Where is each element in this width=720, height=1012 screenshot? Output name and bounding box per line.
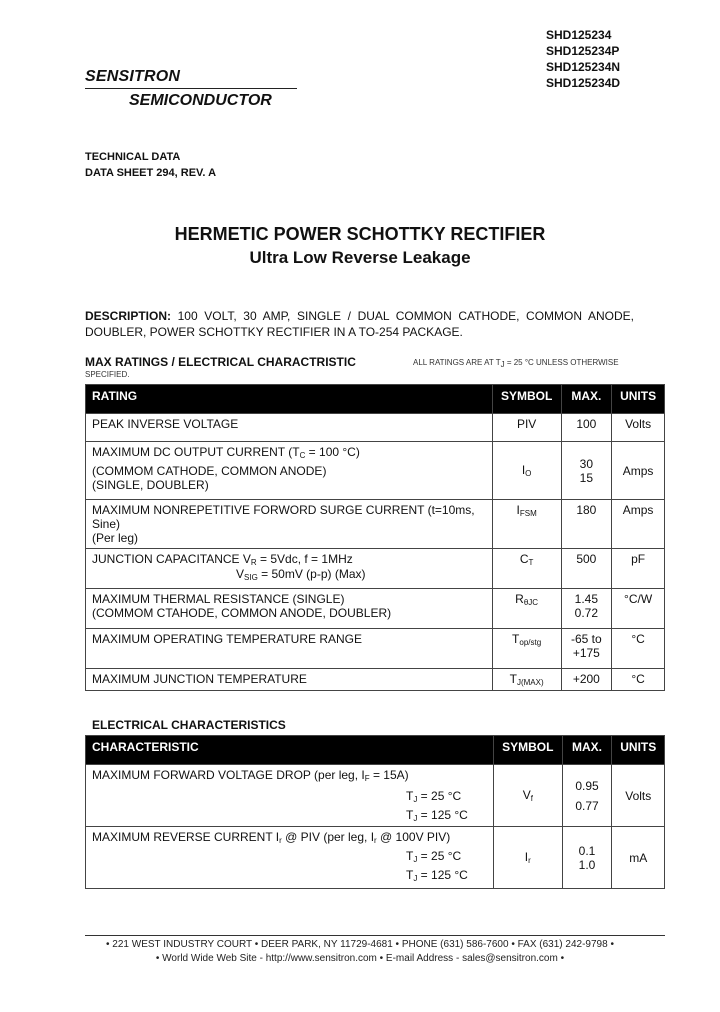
page-subtitle: Ultra Low Reverse Leakage <box>249 248 471 267</box>
description-text: 100 VOLT, 30 AMP, SINGLE / DUAL COMMON CATHODE, COMMON ANODE, DOUBLER, POWER SCHOTTKY RECTIFIER IN A TO-254 PACKAGE. <box>85 309 634 339</box>
company-name-line2: SEMICONDUCTOR <box>129 92 272 109</box>
units-cell: pF <box>612 549 665 589</box>
max-cell: 500 <box>561 549 612 589</box>
symbol-cell: PIV <box>492 414 561 442</box>
table-header-row <box>86 736 665 765</box>
max-cell: -65 to +175 <box>561 629 612 669</box>
max-cell: 30 15 <box>561 442 612 500</box>
page-title: HERMETIC POWER SCHOTTKY RECTIFIER <box>174 224 546 244</box>
symbol-cell: $C_T$ <box>492 549 561 589</box>
logo-divider <box>85 88 297 89</box>
part-number-list <box>546 27 620 91</box>
rating-cell: MAXIMUM OPERATING TEMPERATURE RANGE <box>86 629 493 669</box>
symbol-cell: $T_{J(MAX)}$ <box>492 669 561 691</box>
header-units: UNITS <box>612 385 665 414</box>
ratings-note: ALL RATINGS ARE AT TJ = 25 °C UNLESS OTHERWISE <box>413 358 619 369</box>
part-number: SHD125234P <box>546 44 620 58</box>
max-cell: 0.1 1.0 <box>562 827 612 889</box>
table-row <box>86 549 665 589</box>
table-row <box>86 414 665 442</box>
part-number: SHD125234N <box>546 60 621 74</box>
symbol-cell: $R_{\theta JC}$ <box>492 589 561 629</box>
symbol-cell: $I_O$ <box>492 442 561 500</box>
table-header-row <box>86 385 665 414</box>
max-ratings-table <box>85 384 665 691</box>
footer-web-email: • World Wide Web Site - http://www.sensitron.com • E-mail Address - sales@sensitron.com • <box>155 953 565 964</box>
table-row <box>86 629 665 669</box>
characteristic-cell: MAXIMUM REVERSE CURRENT $I_r$ @ PIV (per leg, $I_r$ @ 100V PIV) $T_J = 25$ °C $T_J = 125$ °C <box>86 827 494 889</box>
units-cell: Amps <box>612 442 665 500</box>
symbol-cell: $V_f$ <box>494 765 562 827</box>
units-cell: Amps <box>612 500 665 549</box>
max-cell: 1.45 0.72 <box>561 589 612 629</box>
datasheet-revision: DATA SHEET 294, REV. A <box>85 167 217 179</box>
units-cell: °C/W <box>612 589 665 629</box>
header-units: UNITS <box>612 736 665 765</box>
electrical-characteristics-heading: ELECTRICAL CHARACTERISTICS <box>92 718 286 732</box>
header-symbol: SYMBOL <box>492 385 561 414</box>
table-row <box>86 669 665 691</box>
max-cell: 180 <box>561 500 612 549</box>
max-cell: 0.95 0.77 <box>562 765 612 827</box>
header-characteristic: CHARACTERISTIC <box>86 736 494 765</box>
table-row <box>86 500 665 549</box>
units-cell: Volts <box>612 414 665 442</box>
table-row <box>86 442 665 500</box>
symbol-cell: $I_r$ <box>494 827 562 889</box>
electrical-characteristics-table <box>85 735 665 889</box>
units-cell: °C <box>612 669 665 691</box>
description <box>85 308 634 340</box>
symbol-cell: $T_{op/stg}$ <box>492 629 561 669</box>
rating-cell: MAXIMUM NONREPETITIVE FORWORD SURGE CURRENT (t=10ms, Sine) (Per leg) <box>86 500 493 549</box>
footer-address: • 221 WEST INDUSTRY COURT • DEER PARK, NY 11729-4681 • PHONE (631) 586-7600 • FAX (631) 242-9798 • <box>106 939 614 950</box>
max-cell: +200 <box>561 669 612 691</box>
technical-data-label: TECHNICAL DATA <box>85 151 181 163</box>
units-cell: mA <box>612 827 665 889</box>
rating-cell: MAXIMUM THERMAL RESISTANCE (SINGLE) (COMMOM CTAHODE, COMMON ANODE, DOUBLER) <box>86 589 493 629</box>
table-row <box>86 589 665 629</box>
header-rating: RATING <box>86 385 493 414</box>
rating-cell: MAXIMUM DC OUTPUT CURRENT ($T_C = 100$ °C) (COMMOM CATHODE, COMMON ANODE) (SINGLE, DOUBLER) <box>86 442 493 500</box>
company-name-line1: SENSITRON <box>85 68 181 85</box>
header-symbol: SYMBOL <box>494 736 562 765</box>
rating-cell: JUNCTION CAPACITANCE $V_R = 5Vdc$, f = 1MHz $V_{SIG} = 50mV$ (p-p) (Max) <box>86 549 493 589</box>
part-number: SHD125234D <box>546 76 621 90</box>
max-ratings-heading: MAX RATINGS / ELECTRICAL CHARACTRISTIC <box>85 355 356 369</box>
part-number: SHD125234 <box>546 28 612 42</box>
rating-cell: MAXIMUM JUNCTION TEMPERATURE <box>86 669 493 691</box>
max-cell: 100 <box>561 414 612 442</box>
header-max: MAX. <box>562 736 612 765</box>
rating-cell: PEAK INVERSE VOLTAGE <box>86 414 493 442</box>
technical-data-block <box>85 149 216 181</box>
characteristic-cell: MAXIMUM FORWARD VOLTAGE DROP (per leg, $I_F = 15A$) $T_J = 25$ °C $T_J = 125$ °C <box>86 765 494 827</box>
header-max: MAX. <box>561 385 612 414</box>
table-row <box>86 827 665 889</box>
description-label: DESCRIPTION: <box>85 309 172 323</box>
symbol-cell: $I_{FSM}$ <box>492 500 561 549</box>
ratings-note-continued: SPECIFIED. <box>85 370 130 379</box>
units-cell: °C <box>612 629 665 669</box>
table-row <box>86 765 665 827</box>
units-cell: Volts <box>612 765 665 827</box>
footer-divider <box>85 935 665 936</box>
